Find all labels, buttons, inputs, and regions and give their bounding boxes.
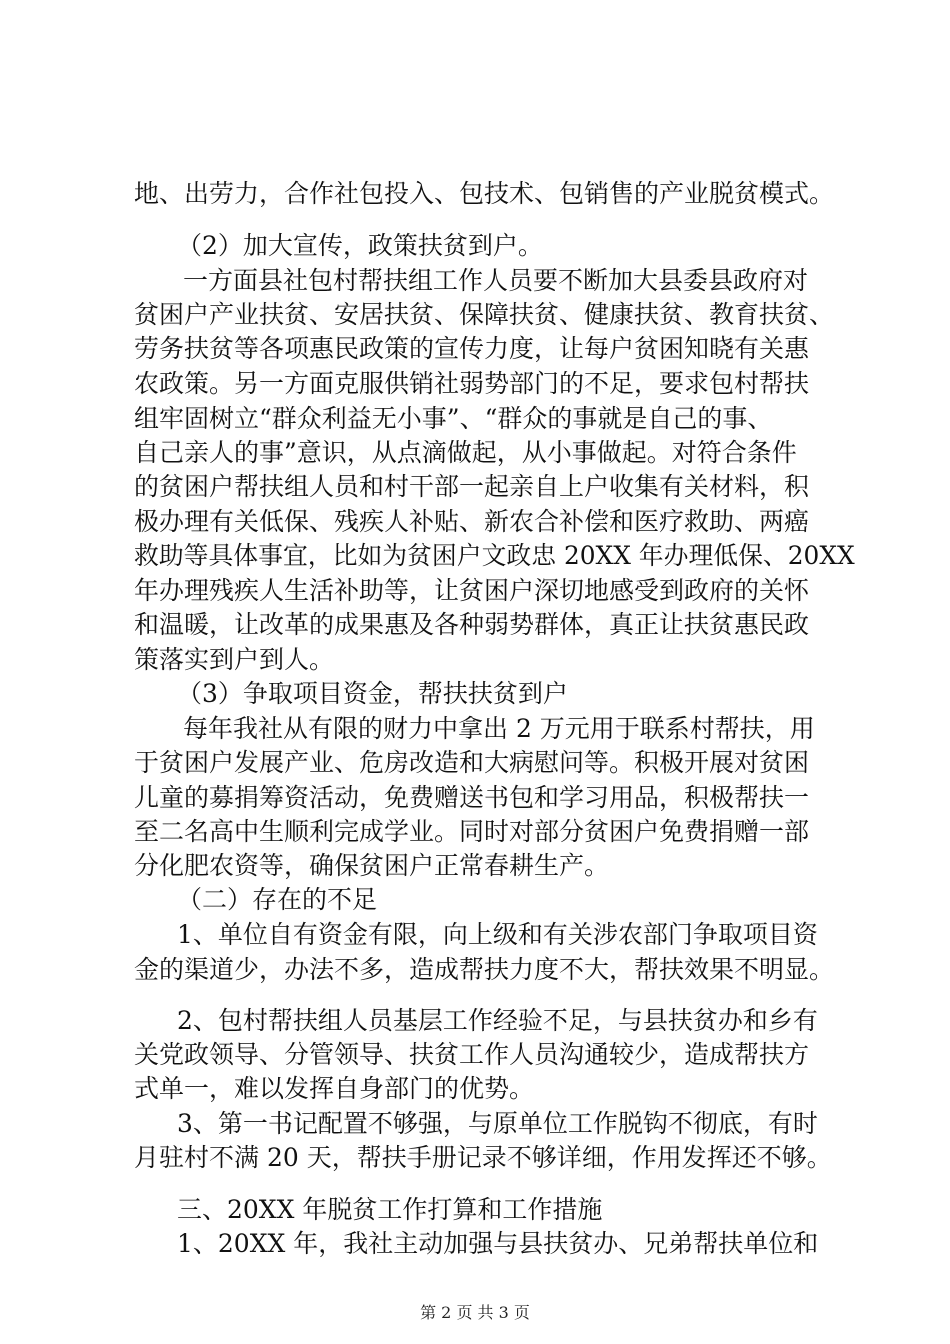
section-heading: （3）争取项目资金，帮扶扶贫到户	[177, 679, 568, 708]
paragraph-line: 贫困户产业扶贫、安居扶贫、保障扶贫、健康扶贫、教育扶贫、	[134, 300, 835, 329]
section-heading: （二）存在的不足	[177, 885, 378, 914]
paragraph-line: 于贫困户发展产业、危房改造和大病慰问等。积极开展对贫困	[134, 748, 810, 777]
paragraph-line: 的贫困户帮扶组人员和村干部一起亲自上户收集有关材料，积	[134, 472, 810, 501]
paragraph-line: 式单一，难以发挥自身部门的优势。	[134, 1074, 535, 1103]
paragraph-line: 金的渠道少，办法不多，造成帮扶力度不大，帮扶效果不明显。	[134, 955, 835, 984]
section-heading: 三、20XX 年脱贫工作打算和工作措施	[177, 1195, 603, 1224]
paragraph-line: 农政策。另一方面克服供销社弱势部门的不足，要求包村帮扶	[134, 369, 810, 398]
paragraph-line: 地、出劳力，合作社包投入、包技术、包销售的产业脱贫模式。	[134, 179, 835, 208]
paragraph-line: 组牢固树立“群众利益无小事”、“群众的事就是自己的事、	[134, 404, 773, 433]
paragraph-line: 关党政领导、分管领导、扶贫工作人员沟通较少，造成帮扶方	[134, 1040, 810, 1069]
paragraph-line: 劳务扶贫等各项惠民政策的宣传力度，让每户贫困知晓有关惠	[134, 334, 810, 363]
paragraph-line: 年办理残疾人生活补助等，让贫困户深切地感受到政府的关怀	[134, 576, 810, 605]
paragraph-line: 和温暖，让改革的成果惠及各种弱势群体，真正让扶贫惠民政	[134, 610, 810, 639]
paragraph-line: 2、包村帮扶组人员基层工作经验不足，与县扶贫办和乡有	[177, 1006, 818, 1035]
paragraph-line: 1、单位自有资金有限，向上级和有关涉农部门争取项目资	[177, 920, 818, 949]
paragraph-line: 1、20XX 年，我社主动加强与县扶贫办、兄弟帮扶单位和	[177, 1229, 819, 1258]
paragraph-line: 月驻村不满 20 天，帮扶手册记录不够详细，作用发挥还不够。	[134, 1143, 832, 1172]
paragraph-line: 救助等具体事宜，比如为贫困户文政忠 20XX 年办理低保、20XX	[134, 541, 855, 570]
paragraph-line: 策落实到户到人。	[134, 645, 335, 674]
paragraph-line: 一方面县社包村帮扶组工作人员要不断加大县委县政府对	[183, 266, 809, 295]
paragraph-line: 每年我社从有限的财力中拿出 2 万元用于联系村帮扶，用	[183, 714, 815, 743]
paragraph-line: 自己亲人的事”意识，从点滴做起，从小事做起。对符合条件	[134, 438, 797, 467]
paragraph-line: 3、第一书记配置不够强，与原单位工作脱钩不彻底，有时	[177, 1109, 818, 1138]
paragraph-line: 至二名高中生顺利完成学业。同时对部分贫困户免费捐赠一部	[134, 817, 810, 846]
paragraph-line: 分化肥农资等，确保贫困户正常春耕生产。	[134, 851, 610, 880]
paragraph-line: 极办理有关低保、残疾人补贴、新农合补偿和医疗救助、两癌	[134, 507, 810, 536]
page-footer: 第 2 页 共 3 页	[420, 1303, 530, 1322]
paragraph-line: 儿童的募捐筹资活动，免费赠送书包和学习用品，积极帮扶一	[134, 783, 810, 812]
section-heading: （2）加大宣传，政策扶贫到户。	[177, 231, 543, 260]
